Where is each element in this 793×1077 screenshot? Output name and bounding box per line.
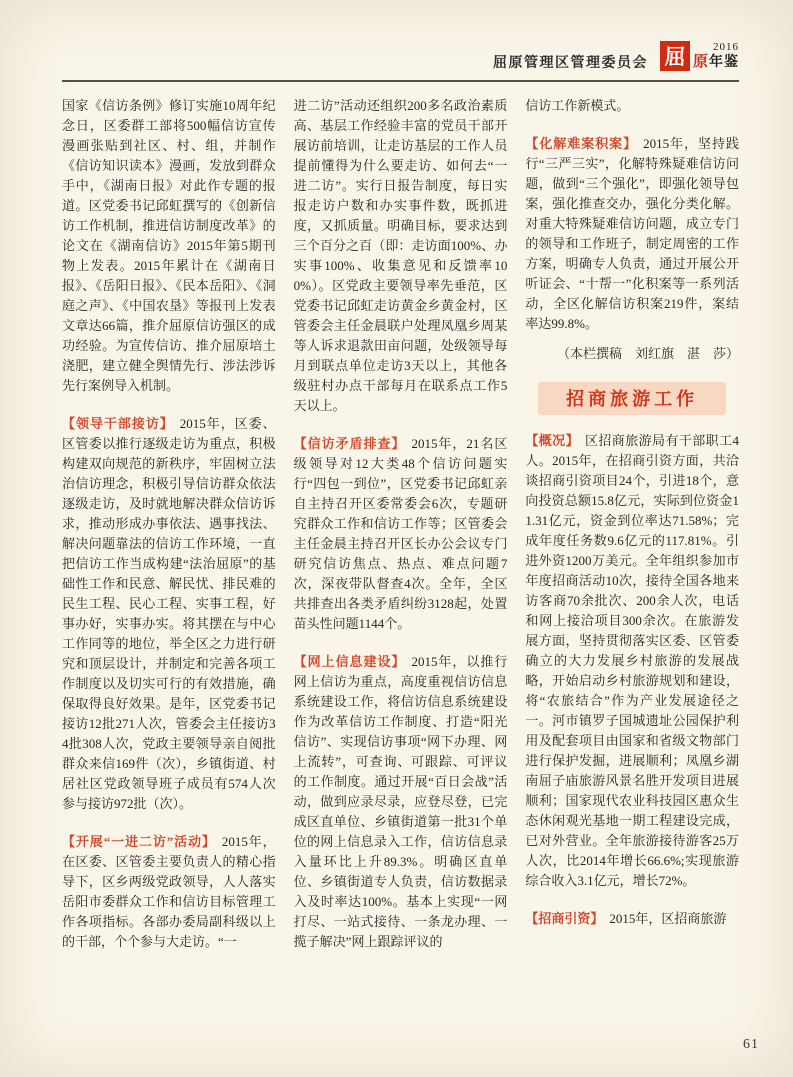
section-label: 【信访矛盾排查】 xyxy=(293,436,406,451)
column-byline: （本栏撰稿 刘红旗 湛 莎） xyxy=(557,346,739,361)
section-paragraph xyxy=(62,832,276,952)
logo-yearbook-label: 年鉴 xyxy=(709,55,739,70)
content-columns xyxy=(62,96,739,1036)
section-paragraph xyxy=(525,909,739,929)
logo-year: 2016 xyxy=(713,41,739,53)
header-title: 屈原管理区管理委员会 xyxy=(492,56,648,71)
logo-right-block xyxy=(693,42,739,70)
section-title: 招商旅游工作 xyxy=(566,388,699,409)
section-paragraph xyxy=(62,414,276,814)
section-label: 【招商引资】 xyxy=(525,911,604,926)
logo-bottom-row xyxy=(693,55,739,70)
paragraph-continuation: 进二访”活动还组织200多名政治素质高、基层工作经验丰富的党员干部开展访前培训，让走访基层的工作人员提前懂得为什么要走访、如何去“一进二访”。实行日报告制度，每日实报走访户数和办实事件数，既抓进度，又抓质量。明确目标，要求达到三个百分之百（即：走访面100%、办实事100%、收集意见和反馈率100%）。区党政主要领导率先垂范，区党委书记邱虹走访黄金乡黄金村，区管委会主任金晨联户处理凤凰乡周某等人诉求退款田亩问题，处级领导每月到联点单位走访3天以上，其他各级驻村办点干部每月在联系点工作5天以上。 xyxy=(293,98,508,413)
section-title-box xyxy=(538,382,726,415)
paragraph-continuation: 信访工作新模式。 xyxy=(525,98,630,113)
section-text: 2015年，以推行网上信访为重点，高度重视信访信息系统建设工作，将信访信息系统建设作为改革信访工作制度、打造“阳光信访”、实现信访事项“网下办理、网上流转”，可查询、可跟踪、可评议的工作制度。通过开展“百日会战”活动，做到应录尽录，应登尽登，已完成区直单位、乡镇街道第一批31个单位的网上信息录入工作，信访信息录入量环比上升89.3%。明确区直单位、乡镇街道专人负责，信访数据录入及时率达100%。基本上实现“一网打尽、一站式接待、一条龙办理、一揽子解决”网上跟踪评议的 xyxy=(293,654,508,949)
section-paragraph xyxy=(525,134,739,334)
paragraph-continuation: 国家《信访条例》修订实施10周年纪念日，区委群工部将500幅信访宣传漫画张贴到社区、村、组，并制作《信访知识读本》漫画，发放到群众手中，《湖南日报》对此作专题的报道。区党委书记邱虹撰写的《创新信访工作机制，推进信访制度改革》的论文在《湖南信访》2015年第5期刊物上发表。2015年累计在《湖南日报》、《岳阳日报》、《民本岳阳》、《洞庭之声》、《中国农垦》等报刊上发表文章达66篇，推介屈原信访强区的成功经验。为宣传信访、推介屈原培土浇肥，建立健全舆情先行、涉法涉诉先行案例导入机制。 xyxy=(62,98,276,393)
section-text: 2015年，坚持践行“三严三实”，化解特殊疑难信访问题，做到“三个强化”，即强化领导包案，强化推查交办，强化分类化解。对重大特殊疑难信访问题，成立专门的领导和工作班子，制定周密的工作方案，明确专人负责，通过开展公开听证会、“十帮一”化积案等一系列活动，全区化解信访积案219件，案结率达99.8%。 xyxy=(525,136,739,331)
column-2 xyxy=(294,96,508,1036)
logo-char-yuan: 原 xyxy=(692,54,708,70)
column-3 xyxy=(525,96,739,1036)
section-text: 2015年，区委、区管委以推行逐级走访为重点，积极构建双向规范的新秩序，牢固树立法治信访理念，积极引导信访群众依法逐级走访，及时就地解决群众信访诉求，推动形成办事依法、遇事找法、解决问题靠法的信访工作环境，一直把信访工作当成构建“法治屈原”的基础性工作和民意、解民忧、排民难的民生工程、民心工程、实事工程，好事办好，实事办实。将其摆在与中心工作同等的地位，举全区之力进行研究和顶层设计，并制定和完善各项工作制度以及切实可行的有效措施，确保取得良好效果。是年，区党委书记接访12批271人次，管委会主任接访34批308人次，党政主要领导亲自阅批群众来信169件（次），乡镇街道、村居社区党政领导班子成员有574人次参与接访972批（次）。 xyxy=(62,416,276,811)
section-text: 2015年，在区委、区管委主要负责人的精心指导下，区乡两级党政领导，人人落实岳阳市委群众工作和信访目标管理工作各项指标。各部办委局副科级以上的干部，个个参与大走访。“一 xyxy=(62,834,276,949)
section-text: 2015年，区招商旅游 xyxy=(609,911,727,926)
header-rule xyxy=(62,80,739,82)
section-text: 2015年，21名区级领导对12大类48个信访问题实行“四包一到位”，区党委书记邱虹亲自主持召开区委常委会6次，专题研究群众工作和信访工作等；区管委会主任金晨主持召开区长办公会议专门研究信访焦点、热点、难点问题7次，深夜带队督查4次。全年，全区共排查出各类矛盾纠纷3128起，处置苗头性问题1144个。 xyxy=(293,436,508,631)
page-number: 61 xyxy=(743,1037,759,1052)
section-label: 【网上信息建设】 xyxy=(293,654,406,669)
page-header xyxy=(62,38,739,74)
section-paragraph xyxy=(294,434,508,634)
section-label: 【概况】 xyxy=(525,433,579,448)
section-label: 【化解难案积案】 xyxy=(525,136,638,151)
section-paragraph xyxy=(525,431,739,891)
yearbook-logo xyxy=(660,41,739,71)
section-label: 【开展“一进二访”活动】 xyxy=(62,834,216,849)
section-paragraph xyxy=(294,652,508,952)
section-text: 区招商旅游局有干部职工4人。2015年，在招商引资方面，共洽谈招商引资项目24个，引进18个，意向投资总额15.8亿元，实际到位资金11.31亿元，资金到位率达71.58%；完成年度任务数9.6亿元的117.81%。引进外资1200万美元。全年组织参加市年度招商活动10次，接待全国各地来访客商70余批次、200余人次，电话和网上接洽项目300余次。在旅游发展方面，坚持贯彻落实区委、区管委确立的大力发展乡村旅游的发展战略，开始启动乡村旅游规划和建设，将“农旅结合”作为产业发展途径之一。河市镇罗子国城遗址公园保护利用及配套项目由国家和省级文物部门进行保护发掘，进展顺利；凤凰乡湖南屈子庙旅游风景名胜开发项目进展顺利；国家现代农业科技园区惠众生态休闲观光基地一期工程建设完成，已对外营业。全年旅游接待游客25万人次，比2014年增长66.6%;实现旅游综合收入3.1亿元，增长72%。 xyxy=(525,433,739,888)
logo-char-qu: 屈 xyxy=(660,41,690,71)
column-1 xyxy=(62,96,276,1036)
section-label: 【领导干部接访】 xyxy=(62,416,174,431)
